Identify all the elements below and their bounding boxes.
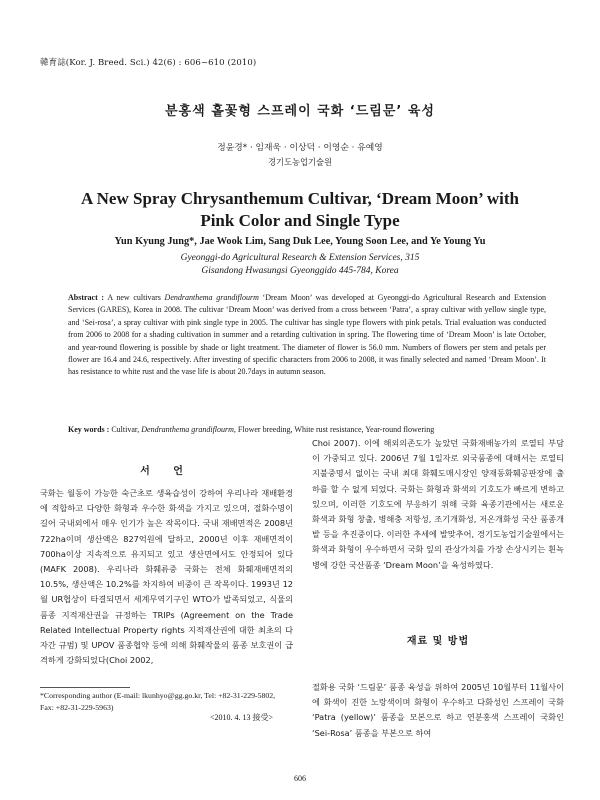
body-column-left (40, 486, 293, 668)
page-number: 606 (294, 774, 306, 783)
intro-paragraph-right: Choi 2007). 이에 해외의존도가 높았던 국화재배농가의 로열티 부담이 가중되고 있다. 2006년 7월 1일자로 외국품종에 대해서는 로열티 지불중명서 없이는 국내 최대 화훼도매시장인 양재동화훼공판장에 출하를 할 수 없게 되었다. 국화는 화형과 화색의 기호도가 빠르게 변하고 있으며, 이러한 기호도에 부응하기 위해 국화 육종기관에서는 새로운 화색과 화형 창출, 병해충 저항성, 조기개화성, 저온개화성 국산 품종개발 등을 추진중이다. 이러한 추세에 발맞추어, 경기도농업기술원에서는 화색과 화형이 우수하면서 국화 잎의 관상가치를 가장 손상시키는 흰녹병에 강한 국산품종 ‘Dream Moon’을 육성하였다. (312, 438, 564, 570)
methods-paragraph: 절화용 국화 ‘드림문’ 품종 육성을 위하여 2005년 10월부터 11월사이에 화색이 진한 노랑색이며 화형이 우수하고 다화성인 스프레이 국화 ‘Patra (yellow)’ 품종을 모본으로 하고 연분홍색 스프레이 국화인 ‘Sei-Rosa’ 품종을 부본으로 하여 (312, 682, 564, 738)
footnote-divider (40, 687, 130, 688)
keywords (68, 425, 546, 434)
keywords-species-name: Dendranthema grandiflourm (141, 425, 234, 434)
english-affiliation-line-1: Gyeonggi-do Agricultural Research & Extension Services, 315 (180, 253, 420, 263)
keywords-label: Key words : (68, 425, 110, 434)
received-date: <2010. 4. 13 接受> (210, 713, 274, 722)
abstract-text-part-1: A new cultivars (104, 293, 165, 302)
section-title-methods: 재료 및 방법 (406, 636, 470, 647)
english-title-line-1: A New Spray Chrysanthemum Cultivar, ‘Dream Moon’ with (81, 189, 519, 208)
english-affiliation (0, 252, 600, 278)
abstract (68, 292, 546, 379)
english-authors: Yun Kyung Jung*, Jae Wook Lim, Sang Duk Lee, Young Soon Lee, and Ye Young Yu (114, 236, 486, 247)
journal-citation: 韓育誌(Kor. J. Breed. Sci.) 42(6) : 606~610 (2010) (40, 58, 257, 68)
english-title (40, 188, 560, 232)
korean-affiliation: 경기도농업기술원 (267, 157, 333, 167)
body-column-right-lower (312, 680, 564, 741)
abstract-label: Abstract : (68, 293, 105, 302)
korean-title: 분홍색 홑꽃형 스프레이 국화 ‘드림문’ 육성 (165, 104, 435, 119)
korean-authors: 정윤경* · 임재욱 · 이상덕 · 이영순 · 유예영 (217, 143, 383, 153)
intro-paragraph-left: 국화는 월동이 가능한 숙근초로 생육습성이 강하여 우리나라 재배환경에 적합하고 다양한 화형과 우수한 화색을 가지고 있으며, 절화수명이 길어 국내외에서 매우 인기가 높은 작목이다. 국내 재배면적은 2008년 722ha이며 생산액은 827억원에 달하고, 2000년 이후 재배면적이 700ha이상 지속적으로 유지되고 있고 생산면에서도 안정되어 있다(MAFK 2008). 우리나라 화훼류중 국화는 전체 화훼재배면적의 10.5%, 생산액은 10.2%를 차지하여 비중이 큰 작목이다. 1993년 12월 UR협상이 타결되면서 세계무역기구인 WTO가 발족되었고, 식물의 품종 지적재산권을 규정하는 TRIPs (Agreement on the Trade Related Intellectual Property rights 지적재산권에 대한 최초의 다자간 규범) 및 UPOV 품종협약 등에 의해 화훼작물의 품종 보호권이 급격하게 강화되었다(Choi 2002, (40, 488, 293, 666)
corresponding-author-footnote: *Corresponding author (E-mail: lkunhyo@gg.go.kr, Tel: +82-31-229-5802, Fax: +82-31-229-5963) (40, 691, 276, 712)
keywords-text-part-2: , Flower breeding, White rust resistance, Year-round flowering (233, 425, 435, 434)
english-title-line-2: Pink Color and Single Type (200, 211, 400, 230)
english-affiliation-line-2: Gisandong Hwasungsi Gyeonggido 445-784, Korea (201, 266, 399, 276)
abstract-text-part-2: ‘Dream Moon’ was developed at Gyeonggi-do Agricultural Research and Extension Services (GARES), Korea in 2008. The cultivar ‘Dream Moon’ was derived from a cross between ‘Patra’, a spray cultivar with yellow single type, and ‘Sei-rosa’, a spray cultivar with pink single type in 2005. The cultivar has single type flowers with pink petals. Trial evaluation was conducted from 2006 to 2008 for a shading cultivation in summer and a retarding cultivation in spring. The flowering time of ‘Dream Moon’ is late October, and year-round flowering is possible by shade or light treatment. The diameter of flower is 56.0 mm. Numbers of flowers per stem and petals per flower are 16.4 and 24.6, respectively. After investing of specific characters from 2006 to 2008, it was finally selected and named ‘Dream Moon’. It has resistance to white rust and the vase life is about 20.7days in autumn season. (68, 293, 546, 377)
section-title-intro: 서 언 (140, 466, 193, 477)
keywords-text-part-1: Cultivar, (109, 425, 142, 434)
body-column-right-upper (312, 436, 564, 573)
abstract-species-name: Dendranthema grandiflourm (164, 293, 259, 302)
